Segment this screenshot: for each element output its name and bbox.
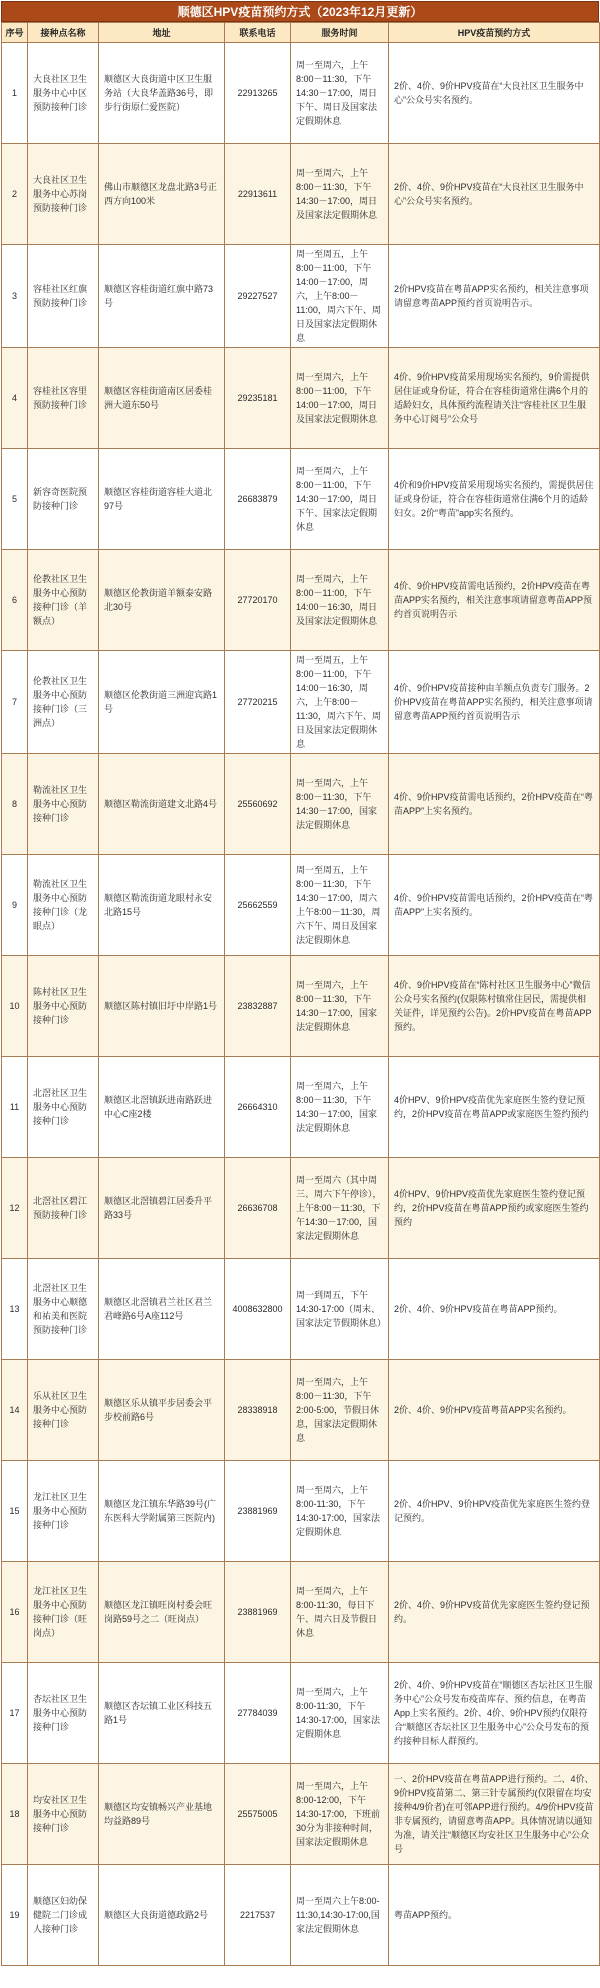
cell-phone: 27720215 xyxy=(225,651,291,754)
cell-hours: 周一至周六，上午8:00－11:30，下午14:30－17:00，国家法定假期休息 xyxy=(291,754,389,855)
cell-no: 8 xyxy=(2,754,28,855)
hpv-schedule-table xyxy=(1,22,600,1966)
cell-no: 16 xyxy=(2,1562,28,1663)
cell-site-name: 勒流社区卫生服务中心预防接种门诊 xyxy=(28,754,99,855)
cell-phone: 26664310 xyxy=(225,1057,291,1158)
cell-hours: 周一至周六，上午8:00－11:00，下午14:30－17:00，周日下午、国家法定假期休息 xyxy=(291,449,389,550)
cell-site-name: 均安社区卫生服务中心预防接种门诊 xyxy=(28,1764,99,1865)
table-row xyxy=(2,1764,600,1865)
header-address: 地址 xyxy=(99,23,225,43)
cell-site-name: 北滘社区卫生服务中心顺德和祐美和医院预防接种门诊 xyxy=(28,1259,99,1360)
cell-phone: 29227527 xyxy=(225,245,291,348)
cell-method: 4价和9价HPV疫苗采用现场实名预约，需提供居住证或身份证，符合在容桂街道常住满6个月的适龄妇女。2价“粤苗”app实名预约。 xyxy=(389,449,600,550)
cell-hours: 周一到周五，下午14:30-17:00（周末、国家法定节假期休息） xyxy=(291,1259,389,1360)
cell-no: 12 xyxy=(2,1158,28,1259)
table-row xyxy=(2,245,600,348)
cell-phone: 4008632800 xyxy=(225,1259,291,1360)
cell-site-name: 顺德区妇幼保健院二门诊成人接种门诊 xyxy=(28,1865,99,1966)
header-no: 序号 xyxy=(2,23,28,43)
cell-address: 顺德区容桂街道南区居委桂洲大道东50号 xyxy=(99,348,225,449)
cell-hours: 周一至周五，上午8:00－11:30，下午14:30－17:00，周六上午8:00－11:30，周六下午、周日及国家法定假期休息 xyxy=(291,855,389,956)
cell-phone: 23881969 xyxy=(225,1562,291,1663)
cell-address: 佛山市顺德区龙盘北路3号正西方向100米 xyxy=(99,144,225,245)
cell-site-name: 杏坛社区卫生服务中心预防接种门诊 xyxy=(28,1663,99,1764)
cell-address: 顺德区北滘镇君兰社区君兰君峰路6号A座112号 xyxy=(99,1259,225,1360)
cell-hours: 周一至周六，上午8:00-11:30，下午14:30-17:00，国家法定假期休息 xyxy=(291,1461,389,1562)
cell-no: 13 xyxy=(2,1259,28,1360)
table-row xyxy=(2,550,600,651)
cell-method: 粤苗APP预约。 xyxy=(389,1865,600,1966)
cell-site-name: 龙江社区卫生服务中心预防接种门诊 xyxy=(28,1461,99,1562)
page xyxy=(0,1,600,1988)
cell-hours: 周一至周六，上午8:00－11:30，下午14:30－17:00，国家法定假期休息 xyxy=(291,956,389,1057)
cell-hours: 周一至周六，上午8:00-11:30，下午14:30-17:00，国家法定假期休息 xyxy=(291,1663,389,1764)
table-row xyxy=(2,1865,600,1966)
cell-phone: 22913265 xyxy=(225,43,291,144)
cell-hours: 周一至周六，上午8:00-11:30，每日下午、周六日及节假日休息 xyxy=(291,1562,389,1663)
cell-no: 5 xyxy=(2,449,28,550)
cell-method: 4价HPV、9价HPV疫苗优先家庭医生签约登记预约，2价HPV疫苗在粤苗APP或家庭医生签约预约 xyxy=(389,1057,600,1158)
table-row xyxy=(2,144,600,245)
cell-address: 顺德区大良街道德政路2号 xyxy=(99,1865,225,1966)
cell-phone: 27784039 xyxy=(225,1663,291,1764)
cell-no: 7 xyxy=(2,651,28,754)
cell-method: 4价、9价HPV疫苗需电话预约，2价HPV疫苗在粤苗APP实名预约，相关注意事项请留意粤苗APP预约首页说明告示 xyxy=(389,550,600,651)
cell-address: 顺德区均安镇畅兴产业基地均益路89号 xyxy=(99,1764,225,1865)
cell-phone: 22913611 xyxy=(225,144,291,245)
cell-no: 1 xyxy=(2,43,28,144)
cell-site-name: 伦教社区卫生服务中心预防接种门诊（羊额点） xyxy=(28,550,99,651)
cell-method: 2价HPV疫苗在粤苗APP实名预约，相关注意事项请留意粤苗APP预约首页说明告示。 xyxy=(389,245,600,348)
cell-address: 顺德区容桂街道红旗中路73号 xyxy=(99,245,225,348)
table-row xyxy=(2,754,600,855)
cell-no: 4 xyxy=(2,348,28,449)
cell-phone: 23832887 xyxy=(225,956,291,1057)
cell-hours: 周一至周五，上午8:00－11:00，下午14:00－17:00，周六，上午8:00－11:00，周六下午、周日及国家法定假期休息 xyxy=(291,245,389,348)
cell-address: 顺德区乐从镇平步居委会平步校前路6号 xyxy=(99,1360,225,1461)
table-row xyxy=(2,1461,600,1562)
cell-address: 顺德区容桂街道容桂大道北97号 xyxy=(99,449,225,550)
table-row xyxy=(2,449,600,550)
cell-address: 顺德区龙江镇旺岗村委会旺岗路59号之二（旺岗点） xyxy=(99,1562,225,1663)
header-name: 接种点名称 xyxy=(28,23,99,43)
cell-site-name: 大良社区卫生服务中心中区预防接种门诊 xyxy=(28,43,99,144)
cell-phone: 25662559 xyxy=(225,855,291,956)
cell-no: 14 xyxy=(2,1360,28,1461)
cell-method: 2价、4价、9价HPV疫苗粤苗APP实名预约。 xyxy=(389,1360,600,1461)
cell-method: 2价、4价、9价HPV疫苗优先家庭医生签约登记预约。 xyxy=(389,1562,600,1663)
cell-phone: 25575005 xyxy=(225,1764,291,1865)
cell-site-name: 容桂社区容里预防接种门诊 xyxy=(28,348,99,449)
cell-no: 3 xyxy=(2,245,28,348)
header-phone: 联系电话 xyxy=(225,23,291,43)
cell-no: 6 xyxy=(2,550,28,651)
cell-method: 2价、4价、9价HPV疫苗在“大良社区卫生服务中心”公众号实名预约。 xyxy=(389,144,600,245)
table-row xyxy=(2,1663,600,1764)
cell-hours: 周一至周六，上午8:00－11:00，下午14:00－17:00，周日及国家法定假期休息 xyxy=(291,348,389,449)
cell-no: 9 xyxy=(2,855,28,956)
table-row xyxy=(2,43,600,144)
cell-hours: 周一至周六上午8:00-11:30,14:30-17:00,国家法定假期休息 xyxy=(291,1865,389,1966)
cell-site-name: 伦教社区卫生服务中心预防接种门诊（三洲点） xyxy=(28,651,99,754)
cell-site-name: 陈村社区卫生服务中心预防接种门诊 xyxy=(28,956,99,1057)
cell-method: 4价、9价HPV疫苗在“陈村社区卫生服务中心”微信公众号实名预约(仅限陈村镇常住居民，需提供相关证件，详见预约公告)。2价HPV疫苗在粤苗APP预约。 xyxy=(389,956,600,1057)
cell-address: 顺德区陈村镇旧圩中岸路1号 xyxy=(99,956,225,1057)
cell-site-name: 北滘社区碧江预防接种门诊 xyxy=(28,1158,99,1259)
cell-hours: 周一至周六，上午8:00－11:30，下午14:30－17:00，周日及国家法定假期休息 xyxy=(291,144,389,245)
cell-site-name: 龙江社区卫生服务中心预防接种门诊（旺岗点） xyxy=(28,1562,99,1663)
cell-address: 顺德区大良街道中区卫生服务站（大良华盖路36号，即步行街原仁爱医院） xyxy=(99,43,225,144)
cell-hours: 周一至周六（其中周三、周六下午停诊），上午8:00－11:30，下午14:30－17:00，国家法定假期休息 xyxy=(291,1158,389,1259)
cell-site-name: 勒流社区卫生服务中心预防接种门诊（龙眼点） xyxy=(28,855,99,956)
cell-method: 2价、4价、9价HPV疫苗在“顺德区杏坛社区卫生服务中心”公众号发布疫苗库存、预约信息，在粤苗App上实名预约。2价、4价、9价HPV预约仅限符合“顺德区杏坛社区卫生服务中心”公众号发布的预约接种目标人群预约。 xyxy=(389,1663,600,1764)
cell-site-name: 大良社区卫生服务中心苏岗预防接种门诊 xyxy=(28,144,99,245)
cell-address: 顺德区北滘镇跃进南路跃进中心C座2楼 xyxy=(99,1057,225,1158)
cell-method: 4价、9价HPV疫苗需电话预约，2价HPV疫苗在“粤苗APP”上实名预约。 xyxy=(389,855,600,956)
page-title: 顺德区HPV疫苗预约方式（2023年12月更新） xyxy=(1,1,599,22)
cell-no: 2 xyxy=(2,144,28,245)
table-row xyxy=(2,1259,600,1360)
cell-phone: 27720170 xyxy=(225,550,291,651)
table-row xyxy=(2,956,600,1057)
cell-hours: 周一至周六，上午8:00－11:00，下午14:00－16:30，周日及国家法定假期休息 xyxy=(291,550,389,651)
cell-phone: 2217537 xyxy=(225,1865,291,1966)
cell-method: 一、2价HPV疫苗在粤苗APP进行预约。二、4价、9价HPV疫苗第二、第三针专属预约(仅限留在均安接种4/9价者)在可邻APP进行预约。4/9价HPV疫苗非专属预约，请留意粤苗APP。具体情况请以通知为准，请关注“顺德区均安社区卫生服务中心”公众号 xyxy=(389,1764,600,1865)
cell-hours: 周一至周六，上午8:00－11:30，下午2:00-5:00，节假日休息，国家法定假期休息 xyxy=(291,1360,389,1461)
cell-hours: 周一至周六，上午8:00－11:30，下午14:30－17:00，周日下午、周日及国家法定假期休息 xyxy=(291,43,389,144)
cell-address: 顺德区勒流街道建文北路4号 xyxy=(99,754,225,855)
cell-site-name: 乐从社区卫生服务中心预防接种门诊 xyxy=(28,1360,99,1461)
cell-method: 2价、4价HPV、9价HPV疫苗优先家庭医生签约登记预约。 xyxy=(389,1461,600,1562)
header-row xyxy=(2,23,600,43)
table-row xyxy=(2,1057,600,1158)
cell-site-name: 北滘社区卫生服务中心预防接种门诊 xyxy=(28,1057,99,1158)
table-row xyxy=(2,1562,600,1663)
cell-hours: 周一至周五，上午8:00－11:00，下午14:00－16:30，周六，上午8:00－11:30，周六下午、周日及国家法定假期休息 xyxy=(291,651,389,754)
cell-no: 18 xyxy=(2,1764,28,1865)
table-row xyxy=(2,651,600,754)
cell-address: 顺德区龙江镇东华路39号(广东医科大学附属第三医院内) xyxy=(99,1461,225,1562)
table-row xyxy=(2,855,600,956)
table-row xyxy=(2,1360,600,1461)
cell-method: 2价、4价、9价HPV疫苗在粤苗APP预约。 xyxy=(389,1259,600,1360)
cell-no: 19 xyxy=(2,1865,28,1966)
cell-no: 11 xyxy=(2,1057,28,1158)
cell-method: 4价、9价HPV疫苗采用现场实名预约，9价需提供居住证或身份证，符合在容桂街道常住满6个月的适龄妇女，具体预约流程请关注“容桂社区卫生服务中心订阅号”公众号 xyxy=(389,348,600,449)
cell-phone: 28338918 xyxy=(225,1360,291,1461)
cell-address: 顺德区伦教街道三洲迎宾路1号 xyxy=(99,651,225,754)
cell-no: 10 xyxy=(2,956,28,1057)
cell-address: 顺德区勒流街道龙眼村永安北路15号 xyxy=(99,855,225,956)
cell-phone: 29235181 xyxy=(225,348,291,449)
cell-phone: 26683879 xyxy=(225,449,291,550)
cell-phone: 26636708 xyxy=(225,1158,291,1259)
header-hours: 服务时间 xyxy=(291,23,389,43)
cell-method: 4价HPV、9价HPV疫苗优先家庭医生签约登记预约，2价HPV疫苗在粤苗APP预约或家庭医生签约预约 xyxy=(389,1158,600,1259)
cell-site-name: 容桂社区红旗预防接种门诊 xyxy=(28,245,99,348)
cell-method: 2价、4价、9价HPV疫苗在“大良社区卫生服务中心”公众号实名预约。 xyxy=(389,43,600,144)
cell-phone: 23881969 xyxy=(225,1461,291,1562)
header-method: HPV疫苗预约方式 xyxy=(389,23,600,43)
cell-no: 15 xyxy=(2,1461,28,1562)
cell-method: 4价、9价HPV疫苗接种由羊额点负责专门服务。2价HPV疫苗在粤苗APP实名预约，相关注意事项请留意粤苗APP预约首页说明告示 xyxy=(389,651,600,754)
cell-hours: 周一至周六，上午8:00－11:30，下午14:30－17:00，国家法定假期休息 xyxy=(291,1057,389,1158)
cell-phone: 25560692 xyxy=(225,754,291,855)
table-row xyxy=(2,1158,600,1259)
cell-site-name: 新容奇医院预防接种门诊 xyxy=(28,449,99,550)
cell-address: 顺德区伦教街道羊额泰安路北30号 xyxy=(99,550,225,651)
cell-address: 顺德区杏坛镇工业区科技五路1号 xyxy=(99,1663,225,1764)
cell-address: 顺德区北滘镇碧江居委升平路33号 xyxy=(99,1158,225,1259)
cell-no: 17 xyxy=(2,1663,28,1764)
cell-hours: 周一至周六，上午8:00-12:00，下午14:30-17:00，下班前30分为非接种时间，国家法定假期休息 xyxy=(291,1764,389,1865)
cell-method: 4价、9价HPV疫苗需电话预约，2价HPV疫苗在“粤苗APP”上实名预约。 xyxy=(389,754,600,855)
table-row xyxy=(2,348,600,449)
